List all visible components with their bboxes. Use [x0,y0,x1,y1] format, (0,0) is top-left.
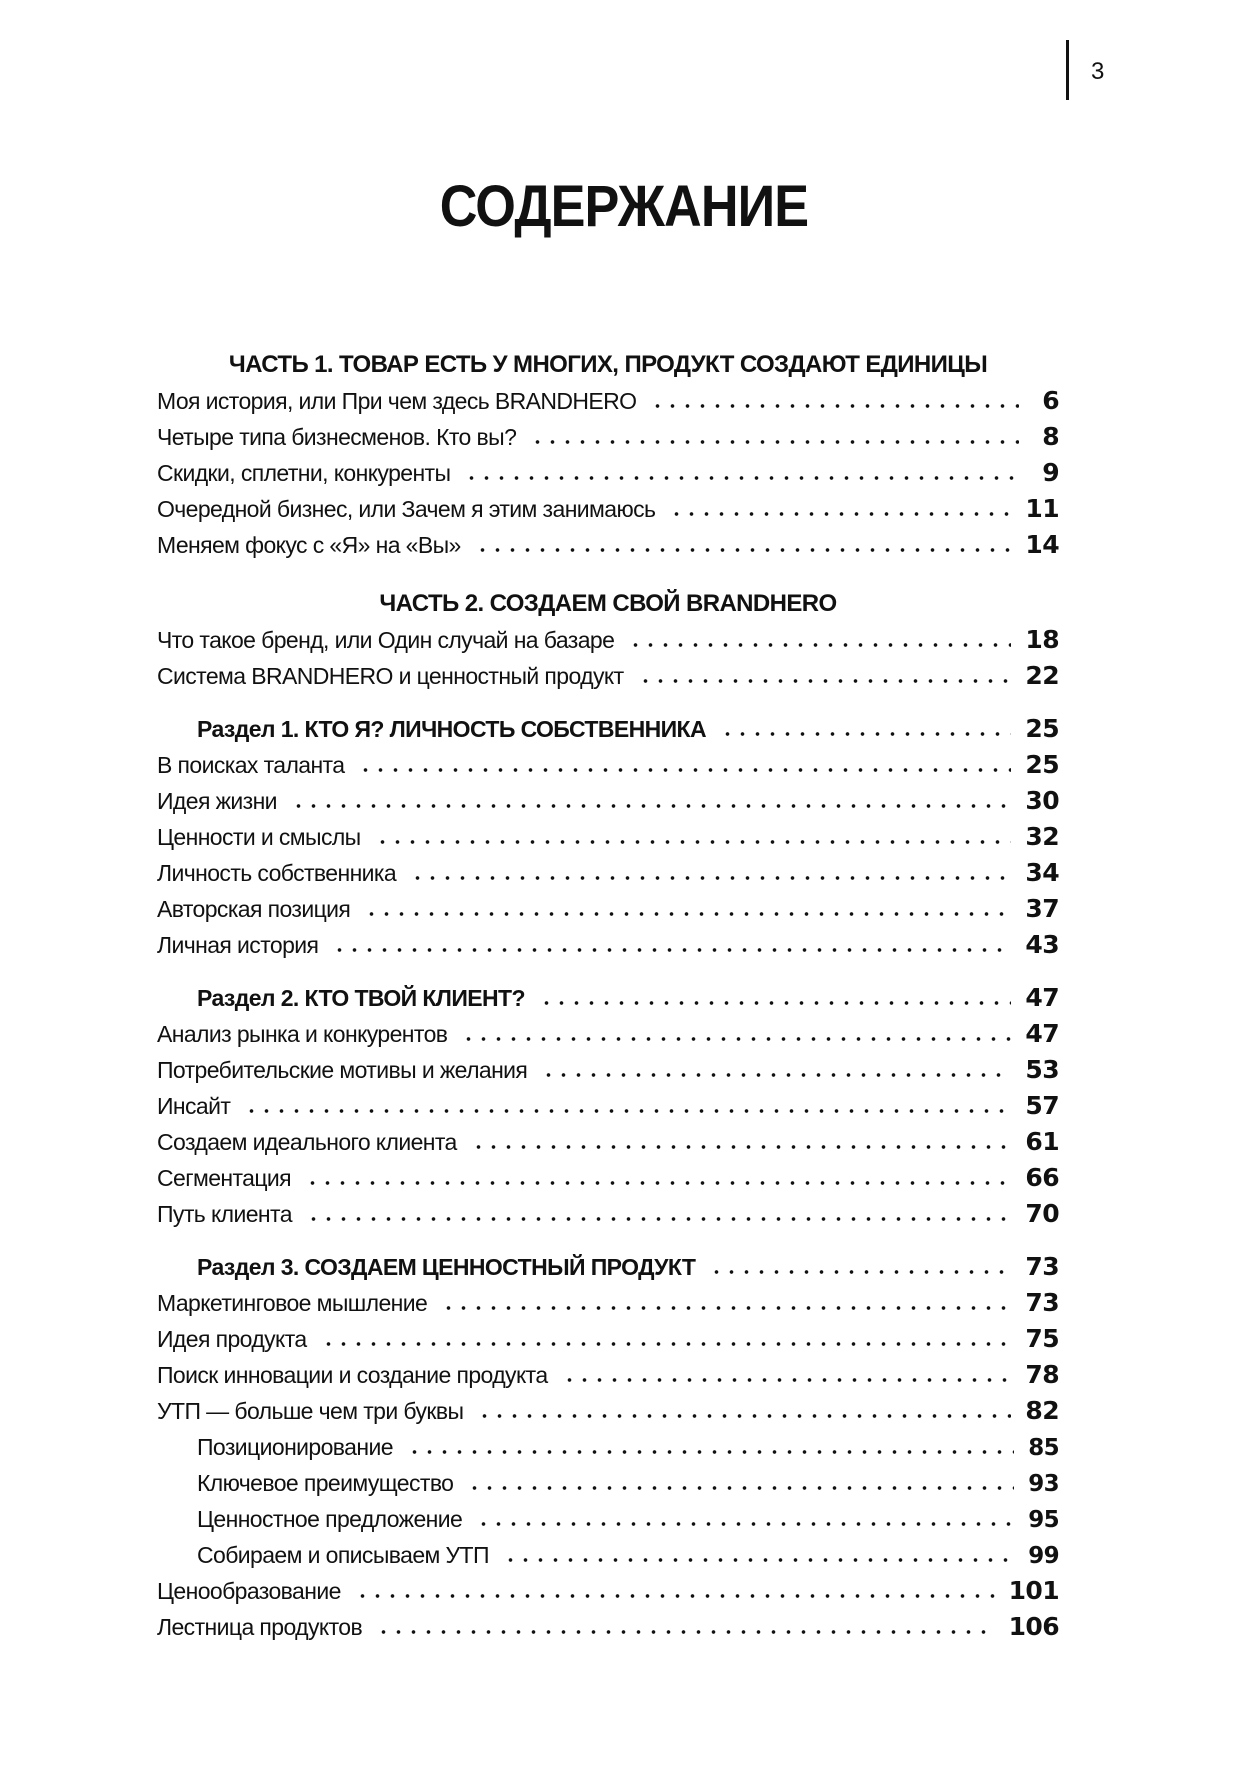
toc-entry-label: Очередной бизнес, или Зачем я этим занимаюсь [157,496,656,522]
part-heading: ЧАСТЬ 1. ТОВАР ЕСТЬ У МНОГИХ, ПРОДУКТ СОЗДАЮТ ЕДИНИЦЫ [228,351,988,378]
toc-entry[interactable] [157,819,1059,855]
toc-subentry-label: Ценностное предложение [197,1506,463,1532]
toc-entry-page: 18 [1025,625,1059,654]
toc-entry-label: УТП — больше чем три буквы [157,1398,464,1424]
dot-leader [709,1269,1011,1275]
toc-subentry-page: 99 [1028,1543,1059,1569]
toc-subentry-page: 85 [1028,1435,1059,1461]
toc-entry-label: Система BRANDHERO и ценностный продукт [157,663,624,689]
toc-subentry[interactable] [157,1465,1059,1501]
toc-entry-page: 25 [1025,750,1059,779]
toc-entry-page: 11 [1025,494,1059,523]
toc-entry-page: 22 [1025,661,1059,690]
toc-entry[interactable] [157,1285,1059,1321]
toc-entry-label: Сегментация [157,1165,292,1191]
dot-leader [306,1216,1012,1222]
dot-leader [720,731,1011,737]
section-heading[interactable] [157,711,1059,747]
dot-leader [244,1108,1011,1114]
dot-leader [650,403,1019,409]
toc-entry[interactable] [157,622,1059,658]
toc-entry-page: 37 [1025,894,1059,923]
toc-entry-label: Меняем фокус с «Я» на «Вы» [157,532,461,558]
toc-entry-label: Скидки, сплетни, конкуренты [157,460,451,486]
toc-entry-page: 53 [1025,1055,1059,1084]
toc-subentry[interactable] [157,1501,1059,1537]
toc-subentry-page: 95 [1028,1507,1059,1533]
toc-entry-page: 73 [1025,1288,1059,1317]
header-rule [1066,40,1069,100]
toc-entry-label: Что такое бренд, или Один случай на базаре [157,627,615,653]
dot-leader [541,1072,1011,1078]
section-heading-page: 25 [1025,714,1059,743]
toc-entry[interactable] [157,1321,1059,1357]
toc-entry-page: 106 [1008,1612,1059,1641]
toc-subentry-page: 93 [1028,1471,1059,1497]
toc-entry-label: Потребительские мотивы и желания [157,1057,528,1083]
toc-entry-label: Идея продукта [157,1326,307,1352]
dot-leader [475,547,1012,553]
toc-entry-page: 9 [1042,458,1059,487]
toc-entry-label: Авторская позиция [157,896,351,922]
toc-entry[interactable] [157,747,1059,783]
dot-leader [464,475,1019,481]
toc-entry-label: Четыре типа бизнесменов. Кто вы? [157,424,517,450]
toc-entry[interactable] [157,1124,1059,1160]
toc-entry-label: Лестница продуктов [157,1614,363,1640]
dot-leader [461,1036,1011,1042]
toc-entry-page: 30 [1025,786,1059,815]
dot-leader [638,678,1012,684]
toc-entry[interactable] [157,491,1059,527]
section-heading-page: 73 [1025,1252,1059,1281]
toc-entry[interactable] [157,1160,1059,1196]
toc-subentry[interactable] [157,1537,1059,1573]
toc-entry-page: 57 [1025,1091,1059,1120]
toc-entry-label: Путь клиента [157,1201,292,1227]
toc-entry[interactable] [157,1393,1059,1429]
toc-entry-page: 47 [1025,1019,1059,1048]
toc-entry[interactable] [157,783,1059,819]
toc-entry[interactable] [157,1052,1059,1088]
toc-entry-label: Идея жизни [157,788,277,814]
toc-entry-page: 75 [1025,1324,1059,1353]
dot-leader [467,1485,1014,1491]
section-heading-page: 47 [1025,983,1059,1012]
toc-entry[interactable] [157,927,1059,963]
dot-leader [503,1557,1014,1563]
toc-entry-label: Личность собственника [157,860,397,886]
toc-entry-label: Инсайт [157,1093,231,1119]
dot-leader [305,1180,1011,1186]
dot-leader [291,803,1011,809]
toc-entry[interactable] [157,658,1059,694]
toc-entry[interactable] [157,383,1059,419]
toc-entry[interactable] [157,1573,1059,1609]
toc-entry[interactable] [157,455,1059,491]
dot-leader [539,1000,1011,1006]
toc-entry-page: 32 [1025,822,1059,851]
dot-leader [332,947,1011,953]
toc-entry-page: 61 [1025,1127,1059,1156]
section-heading-label: Раздел 1. КТО Я? ЛИЧНОСТЬ СОБСТВЕННИКА [197,716,706,742]
dot-leader [407,1449,1014,1455]
toc-subentry-label: Позиционирование [197,1434,393,1460]
dot-leader [669,511,1011,517]
toc-entry[interactable] [157,1357,1059,1393]
toc-entry-label: Личная история [157,932,319,958]
toc-entry-page: 82 [1025,1396,1059,1425]
toc-entry-page: 8 [1042,422,1059,451]
part-heading: ЧАСТЬ 2. СОЗДАЕМ СВОЙ BRANDHERO [379,590,837,617]
toc-entry-label: Ценности и смыслы [157,824,361,850]
section-heading-label: Раздел 2. КТО ТВОЙ КЛИЕНТ? [197,985,525,1011]
dot-leader [358,767,1011,773]
dot-leader [376,1629,995,1635]
dot-leader [476,1521,1014,1527]
toc-entry-label: Маркетинговое мышление [157,1290,428,1316]
toc-entry-page: 66 [1025,1163,1059,1192]
dot-leader [321,1341,1012,1347]
toc-entry-label: Моя история, или При чем здесь BRANDHERO [157,388,637,414]
toc-entry-page: 78 [1025,1360,1059,1389]
toc-entry[interactable] [157,1016,1059,1052]
toc-entry-label: Поиск инновации и создание продукта [157,1362,548,1388]
dot-leader [355,1593,995,1599]
toc-subentry-label: Собираем и описываем УТП [197,1542,489,1568]
toc-entry-page: 14 [1025,530,1059,559]
toc-entry-label: Анализ рынка и конкурентов [157,1021,448,1047]
toc-entry[interactable] [157,419,1059,455]
dot-leader [410,875,1011,881]
toc-entry-page: 6 [1042,386,1059,415]
dot-leader [530,439,1019,445]
page-number: 3 [1091,58,1105,85]
toc-entry-label: В поисках таланта [157,752,345,778]
section-heading-label: Раздел 3. СОЗДАЕМ ЦЕННОСТНЫЙ ПРОДУКТ [197,1254,696,1280]
section-heading[interactable] [157,980,1059,1016]
toc-subentry[interactable] [157,1429,1059,1465]
toc-entry[interactable] [157,1196,1059,1232]
toc-entry-page: 101 [1008,1576,1059,1605]
dot-leader [375,839,1012,845]
table-of-contents [157,347,1059,1645]
dot-leader [477,1413,1011,1419]
dot-leader [471,1144,1012,1150]
section-heading[interactable] [157,1249,1059,1285]
toc-entry-label: Создаем идеального клиента [157,1129,457,1155]
toc-entry-page: 70 [1025,1199,1059,1228]
toc-entry-label: Ценообразование [157,1578,341,1604]
toc-entry[interactable] [157,527,1059,563]
toc-entry-page: 34 [1025,858,1059,887]
dot-leader [364,911,1011,917]
page-title: СОДЕРЖАНИЕ [439,174,809,239]
toc-subentry-label: Ключевое преимущество [197,1470,454,1496]
toc-entry[interactable] [157,1609,1059,1645]
dot-leader [628,642,1011,648]
dot-leader [441,1305,1011,1311]
toc-entry[interactable] [157,1088,1059,1124]
dot-leader [562,1377,1012,1383]
toc-entry-page: 43 [1025,930,1059,959]
toc-entry[interactable] [157,891,1059,927]
toc-entry[interactable] [157,855,1059,891]
